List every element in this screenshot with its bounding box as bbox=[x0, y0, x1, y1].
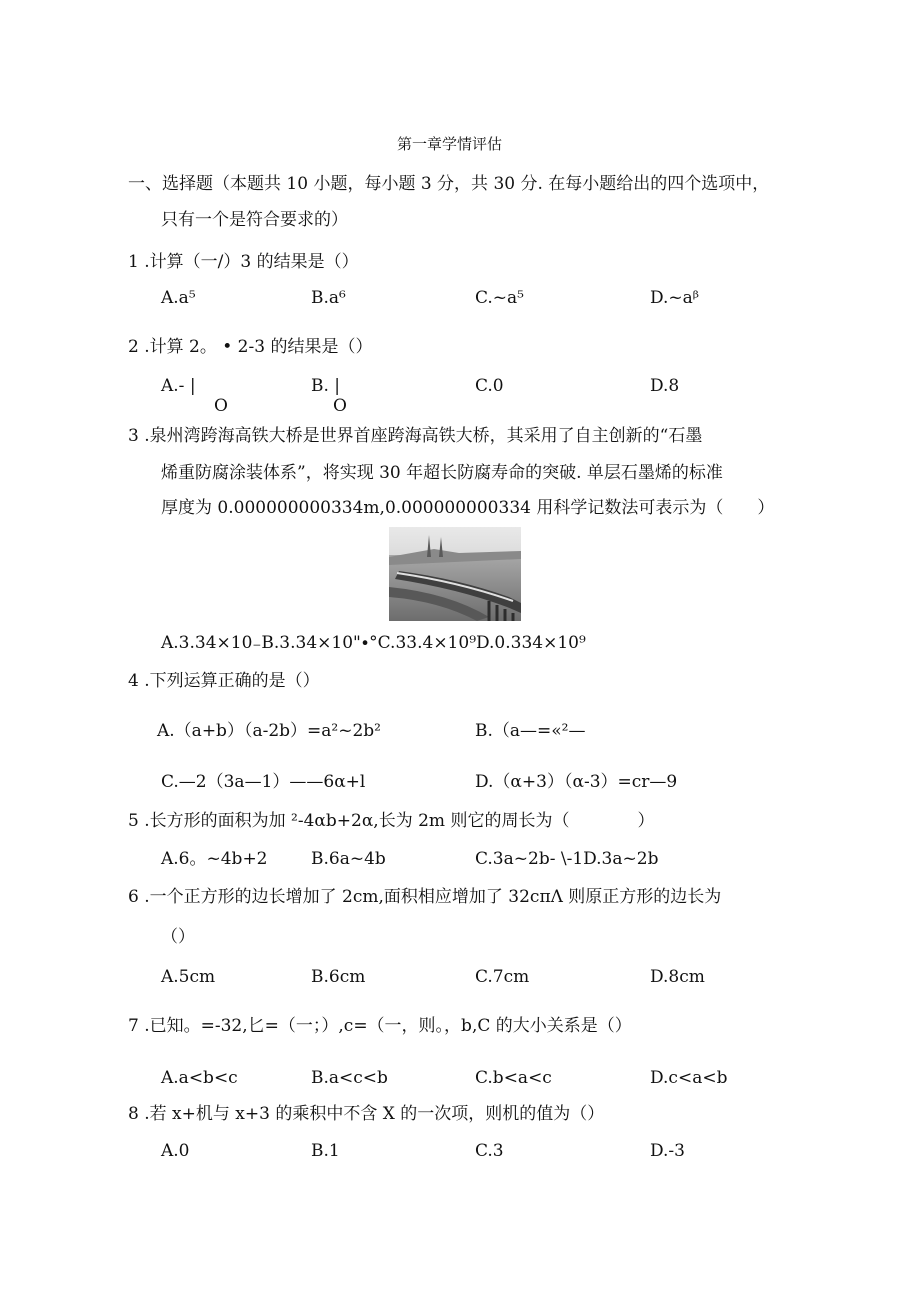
q1-option-b: B.a⁶ bbox=[311, 288, 346, 308]
q2-option-b: B. | bbox=[311, 376, 341, 396]
question-6-text: 6 .一个正方形的边长增加了 2cm,面积相应增加了 32cπΛ 则原正方形的边长为 bbox=[128, 887, 722, 907]
q4-option-a: A.（a+b）（a-2b）=a²~2b² bbox=[157, 721, 381, 741]
q5-option-a: A.6。~4b+2 bbox=[161, 849, 268, 869]
q5-option-b: B.6a~4b bbox=[311, 849, 386, 869]
q4-option-b: B.（a—=«²— bbox=[475, 721, 586, 741]
q2-option-a-sub: O bbox=[214, 396, 228, 416]
question-2-text: 2 .计算 2。 • 2-3 的结果是（） bbox=[128, 337, 373, 357]
q6-option-b: B.6cm bbox=[311, 967, 366, 987]
q2-option-a: A.- | bbox=[161, 376, 196, 396]
q7-option-d: D.c<a<b bbox=[650, 1068, 728, 1088]
q4-option-c: C.—2（3a—1）——6α+l bbox=[161, 772, 366, 792]
section-heading-line-1: 一、选择题（本题共 10 小题，每小题 3 分，共 30 分. 在每小题给出的四个选项中， bbox=[128, 174, 770, 194]
q7-option-b: B.a<c<b bbox=[311, 1068, 388, 1088]
q6-option-d: D.8cm bbox=[650, 967, 705, 987]
page-title: 第一章学情评估 bbox=[397, 135, 503, 153]
q8-option-b: B.1 bbox=[311, 1141, 340, 1161]
q2-option-d: D.8 bbox=[650, 376, 680, 396]
q7-option-a: A.a<b<c bbox=[161, 1068, 238, 1088]
q5-option-c-d: C.3a~2b- \-1D.3a~2b bbox=[475, 849, 659, 869]
q3-options: A.3.34×10₋B.3.34×10"∙°C.33.4×10⁹D.0.334×10⁹ bbox=[161, 633, 586, 653]
question-3-text-line-2: 烯重防腐涂装体系”，将实现 30 年超长防腐寿命的突破. 单层石墨烯的标准 bbox=[161, 463, 723, 483]
q7-option-c: C.b<a<c bbox=[475, 1068, 552, 1088]
question-3-text-line-3: 厚度为 0.000000000334m,0.000000000334 用科学记数法可表示为（ ） bbox=[161, 498, 775, 518]
question-5-text: 5 .长方形的面积为加 ²-4αb+2α,长为 2m 则它的周长为（ ） bbox=[128, 811, 655, 831]
q4-option-d: D.（α+3）（α-3）=cr—9 bbox=[475, 772, 678, 792]
question-3-text-line-1: 3 .泉州湾跨海高铁大桥是世界首座跨海高铁大桥，其采用了自主创新的“石墨 bbox=[128, 426, 703, 446]
q8-option-d: D.-3 bbox=[650, 1141, 685, 1161]
question-8-text: 8 .若 x+机与 x+3 的乘积中不含 X 的一次项，则机的值为（） bbox=[128, 1104, 605, 1124]
q1-option-c: C.~a⁵ bbox=[475, 288, 524, 308]
question-4-text: 4 .下列运算正确的是（） bbox=[128, 671, 320, 691]
q6-option-c: C.7cm bbox=[475, 967, 530, 987]
section-heading-line-2: 只有一个是符合要求的） bbox=[161, 210, 348, 230]
q6-option-a: A.5cm bbox=[161, 967, 216, 987]
question-1-text: 1 .计算（一/）3 的结果是（） bbox=[128, 252, 359, 272]
question-6-text-line-2: （） bbox=[161, 927, 195, 947]
q2-option-b-sub: O bbox=[333, 396, 347, 416]
bridge-photo-icon bbox=[389, 527, 521, 621]
question-7-text: 7 .已知。=-32,匕=（一；）,c=（一，则。，b,C 的大小关系是（） bbox=[128, 1016, 632, 1036]
q1-option-d: D.~aᵝ bbox=[650, 288, 699, 308]
q2-option-c: C.0 bbox=[475, 376, 504, 396]
q8-option-c: C.3 bbox=[475, 1141, 504, 1161]
q1-option-a: A.a⁵ bbox=[161, 288, 196, 308]
q8-option-a: A.0 bbox=[161, 1141, 190, 1161]
